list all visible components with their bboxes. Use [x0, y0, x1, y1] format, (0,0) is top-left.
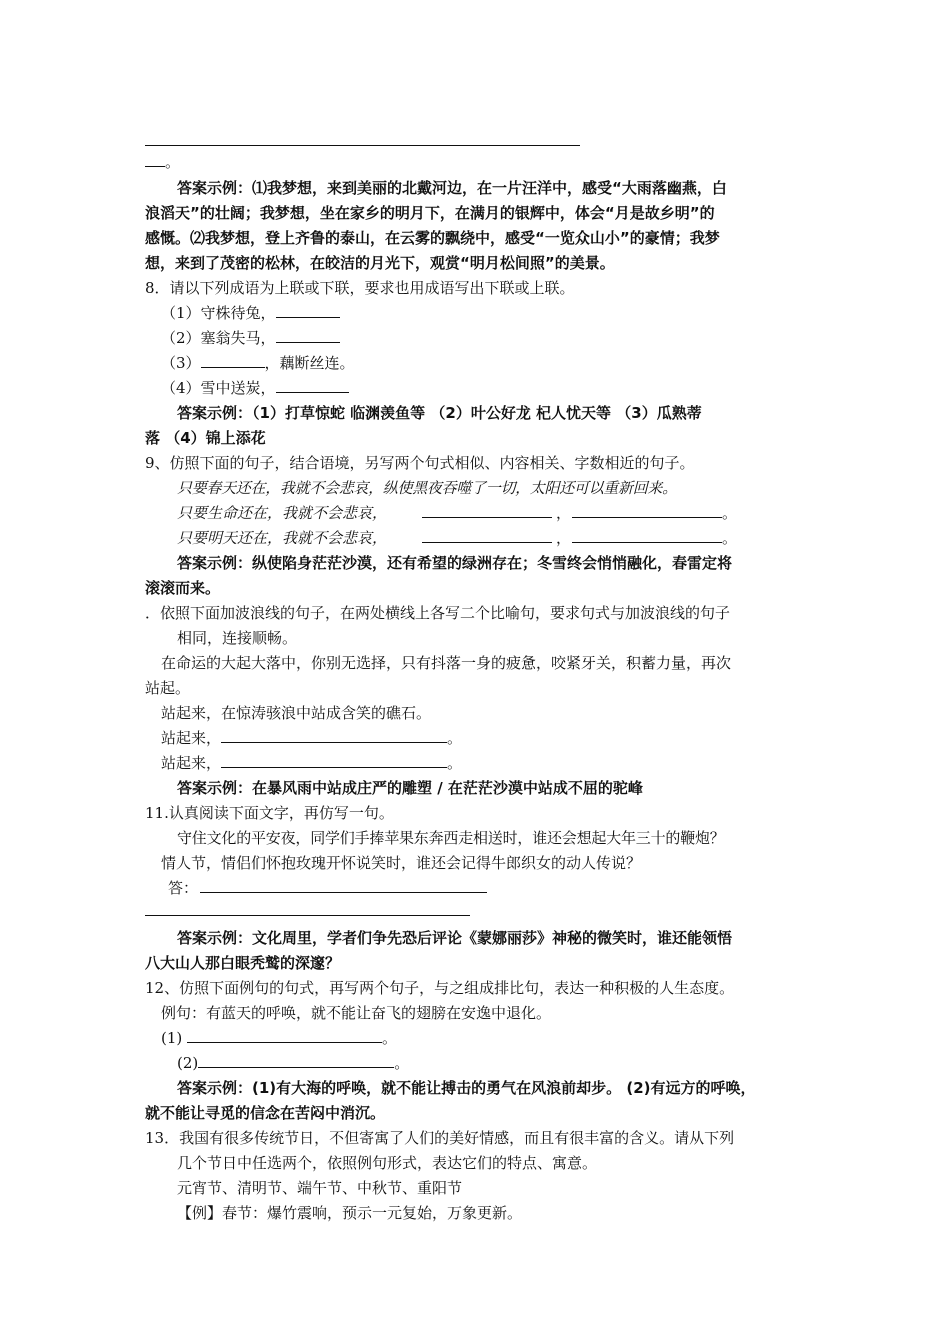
answer-blank[interactable] [201, 353, 265, 368]
q12-example: 例句：有蓝天的呼唤，就不能让奋飞的翅膀在安逸中退化。 [161, 1004, 552, 1022]
q9-period: 。 [722, 529, 738, 547]
q10-example: 站起来，在惊涛骇浪中站成含笑的礁石。 [161, 704, 432, 722]
q13-example: 【例】春节：爆竹震响，预示一元复始，万象更新。 [177, 1204, 523, 1222]
q10-stem-line2: 相同，连接顺畅。 [177, 629, 298, 647]
q8-item-2: （2）塞翁失马， [161, 328, 340, 348]
answer-blank[interactable] [276, 378, 349, 393]
q9-comma: ， [556, 504, 572, 522]
answer-blank[interactable] [198, 1053, 394, 1068]
answer-line [145, 145, 580, 146]
q11-stem: 11.认真阅读下面文字，再仿写一句。 [145, 804, 394, 822]
answer-blank[interactable] [221, 728, 447, 743]
q13-festivals: 元宵节、清明节、端午节、中秋节、重阳节 [177, 1179, 463, 1197]
q11-answer: 答案示例：文化周里，学者们争先恐后评论《蒙娜丽莎》神秘的微笑时，谁还能领悟 [177, 929, 733, 947]
q11-passage: 守住文化的平安夜，同学们手捧苹果东奔西走相送时，谁还会想起大年三十的鞭炮？ [177, 829, 725, 847]
q9-example: 只要春天还在，我就不会悲哀，纵使黑夜吞噬了一切，太阳还可以重新回来。 [177, 479, 677, 497]
q9-answer: 答案示例：纵使陷身茫茫沙漠，还有希望的绿洲存在；冬雪终会悄悄融化，春雷定将 [177, 554, 733, 572]
q7-answer-line3: 感慨。⑵我梦想，登上齐鲁的泰山，在云雾的飘绕中，感受“一览众山小”的豪情；我梦 [145, 229, 720, 247]
answer-blank [145, 152, 165, 167]
q7-answer-line2: 浪滔天”的壮阔；我梦想，坐在家乡的明月下，在满月的银辉中，体会“月是故乡明”的 [145, 204, 715, 222]
q8-answer-line2: 落 （4）锦上添花 [145, 429, 266, 447]
q11-answer-line2: 八大山人那白眼秃鹫的深邃？ [145, 954, 341, 972]
q8-item-1: （1）守株待兔， [161, 303, 340, 323]
q9-line-3: 只要明天还在，我就不会悲哀， [177, 529, 388, 547]
q9-answer-line2: 滚滚而来。 [145, 579, 221, 597]
q12-answer: 答案示例：(1)有大海的呼唤，就不能让搏击的勇气在风浪前却步。 (2)有远方的呼唤， [177, 1079, 756, 1097]
q10-blank-1: 站起来， 。 [161, 729, 463, 747]
q10-passage-line2: 站起。 [145, 679, 191, 697]
q10-passage: 在命运的大起大落中，你别无选择，只有抖落一身的疲惫，咬紧牙关，积蓄力量，再次 [161, 654, 732, 672]
q12-stem: 12、仿照下面例句的句式，再写两个句子，与之组成排比句，表达一种积极的人生态度。 [145, 979, 735, 997]
q7-answer: 答案示例：⑴我梦想，来到美丽的北戴河边，在一片汪洋中，感受“大雨落幽燕，白 [177, 179, 727, 197]
q8-item-3: （3） ，藕断丝连。 [161, 354, 355, 372]
q9-comma: ， [556, 529, 572, 547]
answer-line[interactable] [200, 892, 487, 893]
q9-period: 。 [722, 504, 738, 522]
answer-line[interactable] [145, 915, 470, 916]
answer-blank[interactable] [572, 503, 722, 518]
q9-line-2: 只要生命还在，我就不会悲哀， [177, 504, 388, 522]
answer-blank[interactable] [422, 503, 552, 518]
q11-passage-line2: 情人节，情侣们怀抱玫瑰开怀说笑时，谁还会记得牛郎织女的动人传说？ [161, 854, 642, 872]
q10-blank-2: 站起来， 。 [161, 754, 463, 772]
q12-blank-1: (1) 。 [161, 1029, 398, 1047]
q11-answer-label: 答： [168, 879, 199, 897]
answer-blank[interactable] [422, 528, 552, 543]
q9-stem: 9、仿照下面的句子，结合语境，另写两个句式相似、内容相关、字数相近的句子。 [145, 454, 695, 472]
q8-stem: 8．请以下列成语为上联或下联，要求也用成语写出下联或上联。 [145, 279, 575, 297]
answer-blank[interactable] [572, 528, 722, 543]
q12-answer-line2: 就不能让寻觅的信念在苦闷中消沉。 [145, 1104, 386, 1122]
q10-stem: ．依照下面加波浪线的句子，在两处横线上各写二个比喻句，要求句式与加波浪线的句子 [145, 604, 731, 622]
continuation-line: 。 [145, 152, 180, 172]
q10-answer: 答案示例：在暴风雨中站成庄严的雕塑 / 在茫茫沙漠中站成不屈的驼峰 [177, 779, 643, 797]
answer-blank[interactable] [187, 1028, 382, 1043]
q8-item-4: （4）雪中送炭， [161, 378, 349, 398]
q7-answer-line4: 想，来到了茂密的松林，在皎洁的月光下，观赏“明月松间照”的美景。 [145, 254, 615, 272]
q13-stem-line2: 几个节日中任选两个，依照例句形式，表达它们的特点、寓意。 [177, 1154, 598, 1172]
answer-blank[interactable] [221, 753, 447, 768]
q12-blank-2: (2) 。 [177, 1054, 410, 1072]
q8-answer: 答案示例：（1）打草惊蛇 临渊羡鱼等 （2）叶公好龙 杞人忧天等 （3）瓜熟蒂 [177, 404, 702, 422]
answer-blank[interactable] [276, 303, 340, 318]
answer-blank[interactable] [276, 328, 340, 343]
q13-stem: 13．我国有很多传统节日，不但寄寓了人们的美好情感，而且有很丰富的含义。请从下列 [145, 1129, 735, 1147]
